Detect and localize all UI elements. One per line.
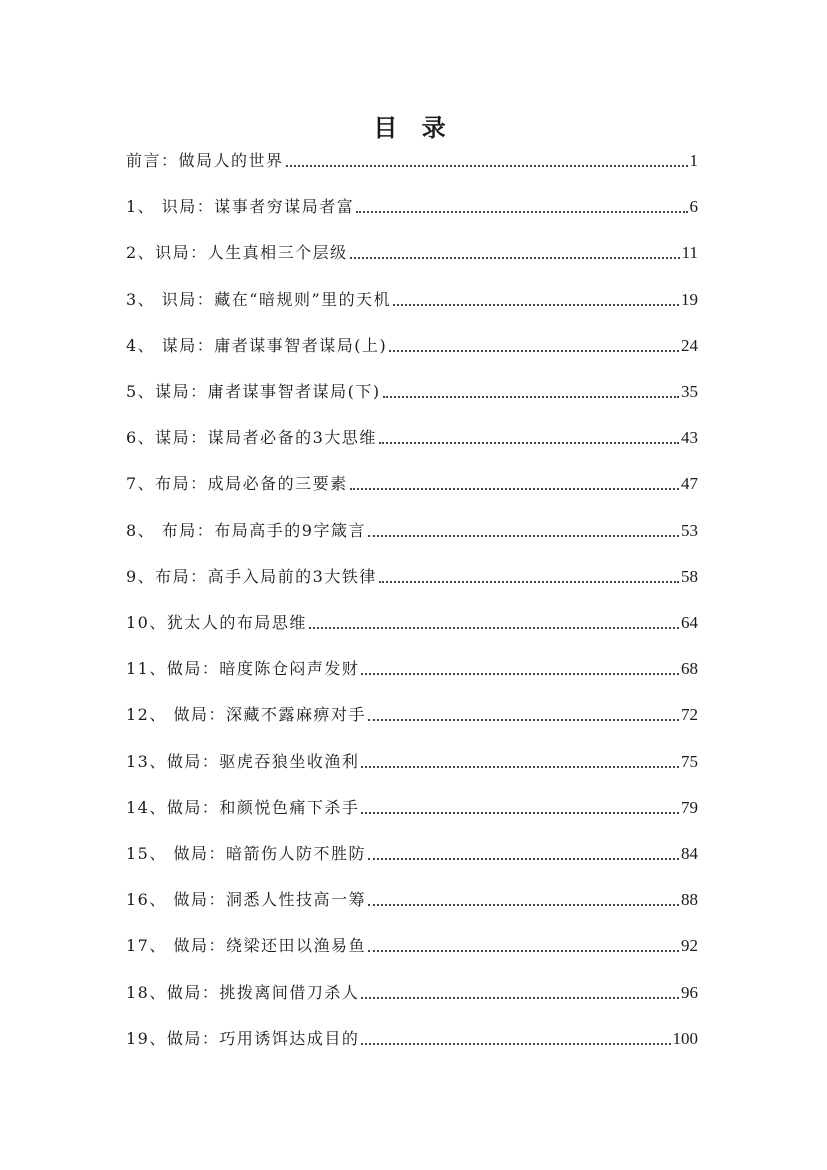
toc-entry[interactable] xyxy=(126,378,698,402)
toc-dot-leader xyxy=(356,211,687,213)
toc-dot-leader xyxy=(361,766,679,768)
toc-entry[interactable] xyxy=(126,794,698,818)
toc-dot-leader xyxy=(350,257,680,259)
toc-dot-leader xyxy=(368,950,679,952)
toc-dot-leader xyxy=(361,1043,670,1045)
toc-page-number: 79 xyxy=(681,797,698,817)
toc-entry[interactable] xyxy=(126,886,698,910)
toc-page-number: 58 xyxy=(681,566,698,586)
toc-entry-title: 17、 做局：绕梁还田以渔易鱼 xyxy=(126,936,366,956)
toc-dot-leader xyxy=(361,997,679,999)
toc-entry-title: 4、 谋局：庸者谋事智者谋局(上) xyxy=(126,335,388,355)
toc-dot-leader xyxy=(383,396,679,398)
toc-entry[interactable] xyxy=(126,193,698,217)
toc-page-number: 19 xyxy=(681,289,698,309)
toc-entry-title: 7、布局：成局必备的三要素 xyxy=(126,474,348,494)
toc-entry[interactable] xyxy=(126,655,698,679)
toc-dot-leader xyxy=(368,858,679,860)
toc-dot-leader xyxy=(389,350,679,352)
toc-entry[interactable] xyxy=(126,332,698,356)
toc-entry-title: 9、布局：高手入局前的3大铁律 xyxy=(126,566,377,586)
toc-entry-title: 16、 做局：洞悉人性技高一筹 xyxy=(126,890,366,910)
toc-entry-title: 15、 做局：暗箭伤人防不胜防 xyxy=(126,844,366,863)
toc-page-number: 100 xyxy=(672,1028,698,1048)
toc-dot-leader xyxy=(286,165,688,167)
toc-page-number: 75 xyxy=(681,751,698,771)
page-title: 目 录 xyxy=(373,114,454,142)
toc-page-number: 72 xyxy=(681,705,698,725)
toc-entry-title: 1、 识局：谋事者穷谋局者富 xyxy=(126,197,355,217)
toc-entry[interactable] xyxy=(126,1025,698,1049)
toc-entry[interactable] xyxy=(126,840,698,864)
toc-page-number: 68 xyxy=(681,659,698,679)
toc-page-number: 6 xyxy=(689,197,698,217)
toc-entry[interactable] xyxy=(126,286,698,310)
toc-page-number: 24 xyxy=(681,335,698,355)
toc-entry-title: 2、识局：人生真相三个层级 xyxy=(126,243,348,263)
toc-page-number: 11 xyxy=(681,243,698,263)
toc-dot-leader xyxy=(350,488,679,490)
toc-entry-title: 14、做局：和颜悦色痛下杀手 xyxy=(126,797,360,817)
toc-entry[interactable] xyxy=(126,424,698,448)
toc-entry[interactable] xyxy=(126,701,698,725)
toc-entry-title: 10、犹太人的布局思维 xyxy=(126,613,307,632)
toc-entry-title: 12、 做局：深藏不露麻痹对手 xyxy=(126,705,366,725)
toc-dot-leader xyxy=(379,581,679,583)
toc-dot-leader xyxy=(361,812,679,814)
toc-page-number: 84 xyxy=(681,844,698,863)
toc-dot-leader xyxy=(379,442,679,444)
toc-page-number: 96 xyxy=(681,982,698,1002)
toc-entry[interactable] xyxy=(126,147,698,171)
toc-dot-leader xyxy=(393,304,679,306)
toc-entry[interactable] xyxy=(126,470,698,494)
toc-page-number: 35 xyxy=(681,382,698,401)
toc-dot-leader xyxy=(368,535,679,537)
toc-entry[interactable] xyxy=(126,239,698,263)
toc-entry-title: 11、做局：暗度陈仓闷声发财 xyxy=(126,659,360,679)
toc-entry[interactable] xyxy=(126,979,698,1003)
toc-page-number: 43 xyxy=(681,428,698,448)
toc-entry-title: 13、做局：驱虎吞狼坐收渔利 xyxy=(126,751,360,771)
toc-page-number: 92 xyxy=(681,936,698,956)
toc-entry-title: 5、谋局：庸者谋事智者谋局(下) xyxy=(126,382,381,401)
toc-page-number: 64 xyxy=(681,613,698,632)
toc-entry-title: 6、谋局：谋局者必备的3大思维 xyxy=(126,428,377,448)
toc-page-number: 53 xyxy=(681,520,698,540)
toc-entry-title: 8、 布局：布局高手的9字箴言 xyxy=(126,520,366,540)
toc-dot-leader xyxy=(368,904,679,906)
toc-entry[interactable] xyxy=(126,748,698,772)
toc-page-number: 47 xyxy=(681,474,698,494)
toc-entry[interactable] xyxy=(126,932,698,956)
toc-page-number: 1 xyxy=(689,151,698,170)
toc-entry-title: 前言：做局人的世界 xyxy=(126,151,284,170)
toc-dot-leader xyxy=(368,719,679,721)
toc-page-number: 88 xyxy=(681,890,698,910)
toc-entry-title: 19、做局：巧用诱饵达成目的 xyxy=(126,1028,360,1048)
toc-entry-title: 3、 识局：藏在“暗规则”里的天机 xyxy=(126,289,392,309)
toc-entry[interactable] xyxy=(126,517,698,541)
toc-entry[interactable] xyxy=(126,609,698,633)
toc-dot-leader xyxy=(361,673,679,675)
toc-dot-leader xyxy=(309,627,679,629)
toc-entry-title: 18、做局：挑拨离间借刀杀人 xyxy=(126,982,360,1002)
toc-entry[interactable] xyxy=(126,563,698,587)
